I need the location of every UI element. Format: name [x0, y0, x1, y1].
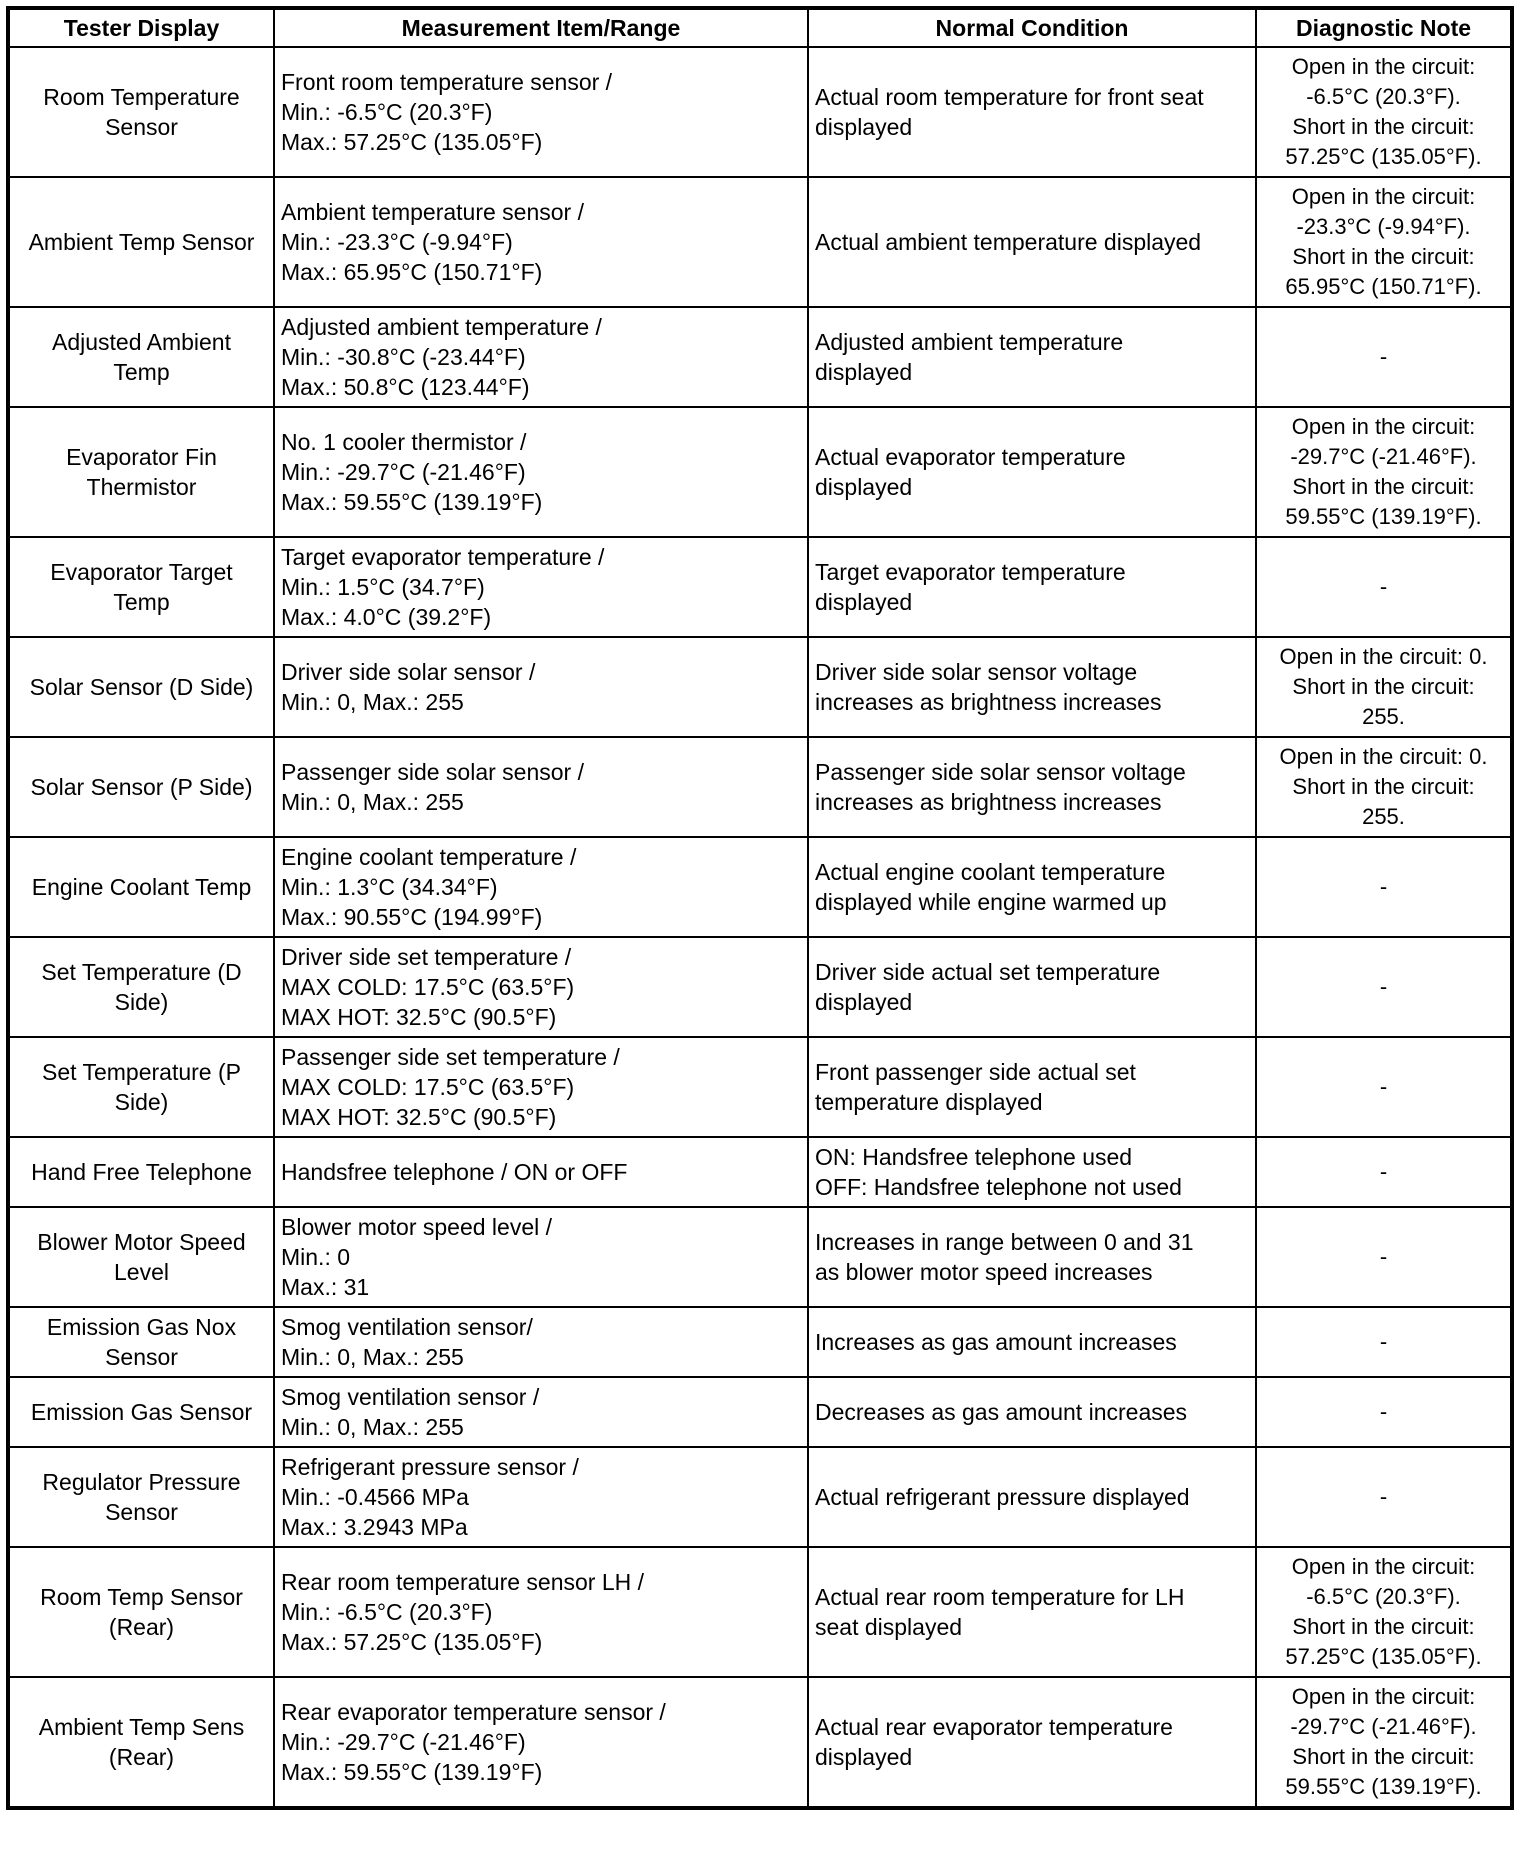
table-row [8, 1677, 1512, 1808]
diagnostic-note-cell: - [1256, 937, 1512, 1037]
table-body [8, 47, 1512, 1808]
table-row [8, 637, 1512, 737]
tester-display-cell: Set Temperature (P Side) [8, 1037, 274, 1137]
diagnostic-note-cell: - [1256, 307, 1512, 407]
tester-display-cell: Room Temp Sensor (Rear) [8, 1547, 274, 1677]
table-row [8, 1307, 1512, 1377]
table-row [8, 1037, 1512, 1137]
tester-display-cell: Emission Gas Sensor [8, 1377, 274, 1447]
header-tester-display: Tester Display [8, 8, 274, 47]
table-row [8, 1447, 1512, 1547]
diagnostic-note-cell: - [1256, 1377, 1512, 1447]
measurement-item-cell: Rear room temperature sensor LH / Min.: -6.5°C (20.3°F) Max.: 57.25°C (135.05°F) [274, 1547, 808, 1677]
diagnostic-note-cell: - [1256, 1207, 1512, 1307]
table-row [8, 177, 1512, 307]
normal-condition-cell: Actual refrigerant pressure displayed [808, 1447, 1256, 1547]
measurement-item-cell: Target evaporator temperature / Min.: 1.5°C (34.7°F) Max.: 4.0°C (39.2°F) [274, 537, 808, 637]
tester-display-cell: Emission Gas Nox Sensor [8, 1307, 274, 1377]
normal-condition-cell: Actual rear evaporator temperature displayed [808, 1677, 1256, 1808]
diagnostic-note-cell: - [1256, 837, 1512, 937]
normal-condition-cell: Front passenger side actual set temperature displayed [808, 1037, 1256, 1137]
normal-condition-cell: Actual ambient temperature displayed [808, 177, 1256, 307]
measurement-item-cell: Handsfree telephone / ON or OFF [274, 1137, 808, 1207]
tester-display-cell: Evaporator Target Temp [8, 537, 274, 637]
measurement-item-cell: Ambient temperature sensor / Min.: -23.3°C (-9.94°F) Max.: 65.95°C (150.71°F) [274, 177, 808, 307]
table-row [8, 1377, 1512, 1447]
measurement-item-cell: Engine coolant temperature / Min.: 1.3°C (34.34°F) Max.: 90.55°C (194.99°F) [274, 837, 808, 937]
tester-display-cell: Adjusted Ambient Temp [8, 307, 274, 407]
measurement-item-cell: Driver side set temperature / MAX COLD: 17.5°C (63.5°F) MAX HOT: 32.5°C (90.5°F) [274, 937, 808, 1037]
measurement-item-cell: Passenger side set temperature / MAX COLD: 17.5°C (63.5°F) MAX HOT: 32.5°C (90.5°F) [274, 1037, 808, 1137]
measurement-item-cell: Blower motor speed level / Min.: 0 Max.: 31 [274, 1207, 808, 1307]
normal-condition-cell: Passenger side solar sensor voltage increases as brightness increases [808, 737, 1256, 837]
diagnostic-note-cell: - [1256, 1037, 1512, 1137]
data-list-table [6, 6, 1514, 1810]
normal-condition-cell: Increases as gas amount increases [808, 1307, 1256, 1377]
tester-display-cell: Solar Sensor (P Side) [8, 737, 274, 837]
measurement-item-cell: Front room temperature sensor / Min.: -6.5°C (20.3°F) Max.: 57.25°C (135.05°F) [274, 47, 808, 177]
diagnostic-note-cell: - [1256, 537, 1512, 637]
diagnostic-note-cell: - [1256, 1137, 1512, 1207]
tester-display-cell: Evaporator Fin Thermistor [8, 407, 274, 537]
normal-condition-cell: Actual evaporator temperature displayed [808, 407, 1256, 537]
normal-condition-cell: Driver side actual set temperature displayed [808, 937, 1256, 1037]
normal-condition-cell: Actual engine coolant temperature displayed while engine warmed up [808, 837, 1256, 937]
tester-display-cell: Engine Coolant Temp [8, 837, 274, 937]
tester-display-cell: Ambient Temp Sensor [8, 177, 274, 307]
diagnostic-note-cell: Open in the circuit: 0. Short in the circuit: 255. [1256, 637, 1512, 737]
tester-display-cell: Room Temperature Sensor [8, 47, 274, 177]
diagnostic-note-cell: - [1256, 1447, 1512, 1547]
diagnostic-note-cell: Open in the circuit: -6.5°C (20.3°F). Short in the circuit: 57.25°C (135.05°F). [1256, 1547, 1512, 1677]
tester-display-cell: Regulator Pressure Sensor [8, 1447, 274, 1547]
diagnostic-note-cell: - [1256, 1307, 1512, 1377]
tester-display-cell: Solar Sensor (D Side) [8, 637, 274, 737]
measurement-item-cell: Driver side solar sensor / Min.: 0, Max.: 255 [274, 637, 808, 737]
header-diagnostic-note: Diagnostic Note [1256, 8, 1512, 47]
normal-condition-cell: Adjusted ambient temperature displayed [808, 307, 1256, 407]
measurement-item-cell: Smog ventilation sensor / Min.: 0, Max.: 255 [274, 1377, 808, 1447]
table-row [8, 937, 1512, 1037]
diagnostic-note-cell: Open in the circuit: -29.7°C (-21.46°F). Short in the circuit: 59.55°C (139.19°F). [1256, 407, 1512, 537]
table-row [8, 537, 1512, 637]
normal-condition-cell: ON: Handsfree telephone used OFF: Handsfree telephone not used [808, 1137, 1256, 1207]
diagnostic-note-cell: Open in the circuit: -23.3°C (-9.94°F). Short in the circuit: 65.95°C (150.71°F). [1256, 177, 1512, 307]
table-row [8, 407, 1512, 537]
measurement-item-cell: Rear evaporator temperature sensor / Min.: -29.7°C (-21.46°F) Max.: 59.55°C (139.19°F) [274, 1677, 808, 1808]
table-row [8, 737, 1512, 837]
diagnostic-note-cell: Open in the circuit: -6.5°C (20.3°F). Short in the circuit: 57.25°C (135.05°F). [1256, 47, 1512, 177]
header-normal-condition: Normal Condition [808, 8, 1256, 47]
header-row [8, 8, 1512, 47]
normal-condition-cell: Increases in range between 0 and 31 as blower motor speed increases [808, 1207, 1256, 1307]
tester-display-cell: Hand Free Telephone [8, 1137, 274, 1207]
diagnostic-note-cell: Open in the circuit: -29.7°C (-21.46°F). Short in the circuit: 59.55°C (139.19°F). [1256, 1677, 1512, 1808]
table-row [8, 837, 1512, 937]
table-row [8, 1547, 1512, 1677]
measurement-item-cell: No. 1 cooler thermistor / Min.: -29.7°C (-21.46°F) Max.: 59.55°C (139.19°F) [274, 407, 808, 537]
table-row [8, 1137, 1512, 1207]
data-list-table-container [6, 6, 1514, 1810]
normal-condition-cell: Actual room temperature for front seat displayed [808, 47, 1256, 177]
measurement-item-cell: Passenger side solar sensor / Min.: 0, Max.: 255 [274, 737, 808, 837]
normal-condition-cell: Decreases as gas amount increases [808, 1377, 1256, 1447]
measurement-item-cell: Smog ventilation sensor/ Min.: 0, Max.: 255 [274, 1307, 808, 1377]
normal-condition-cell: Actual rear room temperature for LH seat displayed [808, 1547, 1256, 1677]
diagnostic-note-cell: Open in the circuit: 0. Short in the circuit: 255. [1256, 737, 1512, 837]
measurement-item-cell: Refrigerant pressure sensor / Min.: -0.4566 MPa Max.: 3.2943 MPa [274, 1447, 808, 1547]
table-row [8, 1207, 1512, 1307]
measurement-item-cell: Adjusted ambient temperature / Min.: -30.8°C (-23.44°F) Max.: 50.8°C (123.44°F) [274, 307, 808, 407]
table-row [8, 307, 1512, 407]
tester-display-cell: Set Temperature (D Side) [8, 937, 274, 1037]
header-measurement-item: Measurement Item/Range [274, 8, 808, 47]
tester-display-cell: Ambient Temp Sens (Rear) [8, 1677, 274, 1808]
normal-condition-cell: Driver side solar sensor voltage increases as brightness increases [808, 637, 1256, 737]
normal-condition-cell: Target evaporator temperature displayed [808, 537, 1256, 637]
tester-display-cell: Blower Motor Speed Level [8, 1207, 274, 1307]
table-row [8, 47, 1512, 177]
